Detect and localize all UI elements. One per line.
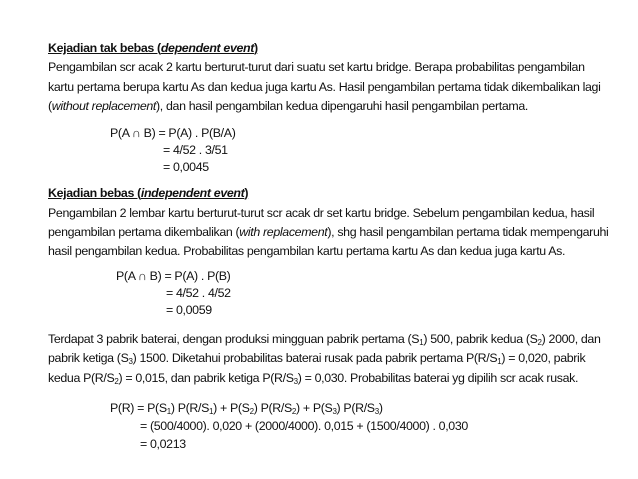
section1-formula-line-1: P(A ∩ B) = P(A) . P(B/A) <box>110 126 236 140</box>
text-fragment: ( <box>48 99 52 113</box>
subscript: 1 <box>209 407 214 416</box>
subscript: 1 <box>419 338 424 347</box>
section1-formula-line-2: = 4/52 . 3/51 <box>163 143 228 157</box>
heading-text: Kejadian bebas ( <box>48 186 141 200</box>
italic-term: with replacement <box>239 225 328 239</box>
text-fragment: ) P(R/S <box>336 401 375 415</box>
heading-close-text: ) <box>244 186 249 200</box>
section1-paragraph-line-3 <box>48 98 528 114</box>
italic-term: without replacement <box>51 99 157 113</box>
section3-paragraph-line-2 <box>48 350 585 366</box>
heading-italic-text: independent event <box>140 186 245 200</box>
text-fragment: ), shg hasil pengambilan pertama tidak mempengaruhi <box>327 225 609 239</box>
text-fragment: ) P(R/S <box>170 401 210 415</box>
section1-heading <box>48 40 258 56</box>
text-fragment: ), dan hasil pengambilan kedua dipengaruhi hasil pengambilan pertama. <box>156 99 528 113</box>
text-fragment: pengambilan pertama dikembalikan ( <box>48 225 240 239</box>
text-fragment: ) <box>378 401 383 415</box>
section1-paragraph-line-1: Pengambilan scr acak 2 kartu berturut-turut dari suatu set kartu bridge. Berapa probabilitas pengambilan <box>48 60 585 74</box>
subscript: 3 <box>293 377 298 386</box>
text-fragment: ) 500, pabrik kedua (S <box>423 332 538 346</box>
subscript: 2 <box>537 338 542 347</box>
subscript: 2 <box>114 377 119 386</box>
section2-paragraph-line-2 <box>48 224 608 240</box>
section1-formula-line-3: = 0,0045 <box>163 160 209 174</box>
section3-formula-line-2: = (500/4000). 0,020 + (2000/4000). 0,015 + (1500/4000) . 0,030 <box>140 419 468 433</box>
text-fragment: ) = 0,020, pabrik <box>501 351 586 365</box>
text-fragment: ) + P(S <box>295 401 333 415</box>
section3-formula-line-3: = 0,0213 <box>140 437 186 451</box>
subscript: 2 <box>249 407 254 416</box>
text-fragment: ) + P(S <box>213 401 250 415</box>
text-fragment: P(R) = P(S <box>110 401 167 415</box>
section2-formula-line-2: = 4/52 . 4/52 <box>166 286 231 300</box>
heading-close-text: ) <box>254 41 258 55</box>
subscript: 1 <box>497 357 502 366</box>
section3-formula-line-1 <box>110 400 383 416</box>
subscript: 2 <box>291 407 296 416</box>
section3-paragraph-line-3 <box>48 370 578 386</box>
subscript: 3 <box>128 357 133 366</box>
text-fragment: Terdapat 3 pabrik baterai, dengan produksi mingguan pabrik pertama (S <box>48 332 420 346</box>
section2-formula-line-3: = 0,0059 <box>166 303 212 317</box>
subscript: 3 <box>374 407 379 416</box>
text-fragment: ) P(R/S <box>253 401 292 415</box>
section1-paragraph-line-2: kartu pertama berupa kartu As dan kedua juga kartu As. Hasil pengambilan pertama tidak dikembalikan lagi <box>48 80 601 94</box>
subscript: 1 <box>166 407 171 416</box>
section2-paragraph-line-1: Pengambilan 2 lembar kartu berturut-turut scr acak dr set kartu bridge. Sebelum pengambilan kedua, hasil <box>48 206 595 220</box>
text-fragment: ) = 0,030. Probabilitas baterai yg dipilih scr acak rusak. <box>297 371 579 385</box>
section2-heading <box>48 185 248 201</box>
heading-italic-text: dependent event <box>160 41 255 55</box>
section2-paragraph-line-3: hasil pengambilan kedua. Probabilitas pengambilan kartu pertama kartu As dan kedua juga kartu As. <box>48 244 566 258</box>
text-fragment: kedua P(R/S <box>48 371 115 385</box>
section3-paragraph-line-1 <box>48 331 601 347</box>
text-fragment: pabrik ketiga (S <box>48 351 129 365</box>
text-fragment: ) 1500. Diketahui probabilitas baterai rusak pada pabrik pertama P(R/S <box>132 351 498 365</box>
subscript: 3 <box>332 407 337 416</box>
heading-text: Kejadian tak bebas ( <box>48 41 161 55</box>
section2-formula-line-1: P(A ∩ B) = P(A) . P(B) <box>116 269 231 283</box>
text-fragment: ) = 0,015, dan pabrik ketiga P(R/S <box>118 371 294 385</box>
text-fragment: ) 2000, dan <box>541 332 601 346</box>
